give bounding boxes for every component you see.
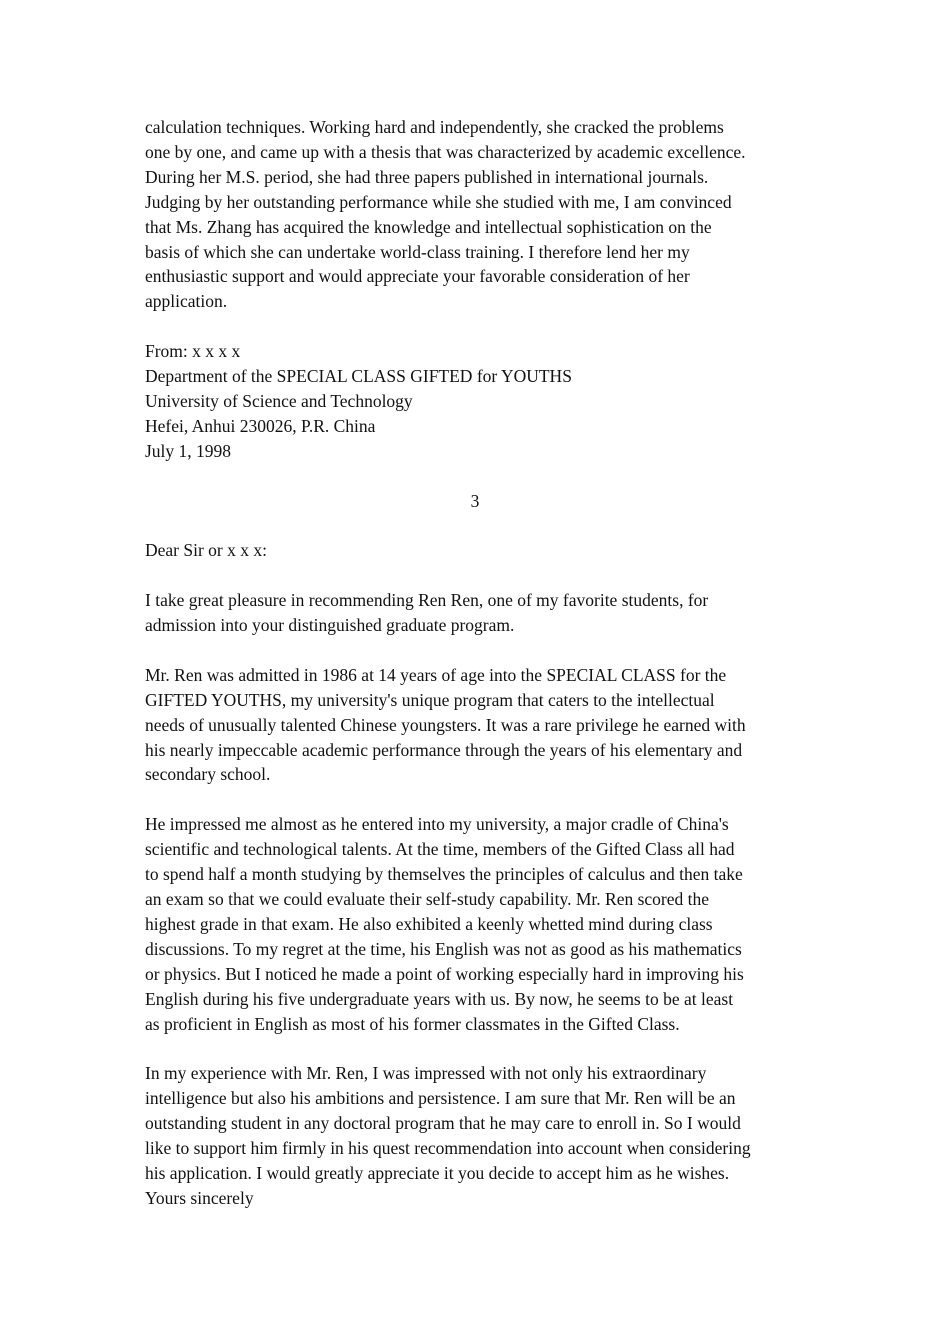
- text-line: his application. I would greatly appreciate it you decide to accept him as he wishes.: [145, 1162, 730, 1183]
- text-line: like to support him firmly in his quest recommendation into account when considering: [145, 1138, 751, 1159]
- text-line: admission into your distinguished graduate program.: [145, 615, 515, 636]
- text-line: an exam so that we could evaluate their self-study capability. Mr. Ren scored the: [145, 889, 710, 909]
- letter2-sign-off: Yours sincerely: [145, 1187, 254, 1208]
- page-number: 3: [470, 490, 480, 511]
- document-page: [145, 115, 815, 1211]
- text-line: Mr. Ren was admitted in 1986 at 14 years of age into the SPECIAL CLASS for the: [145, 664, 727, 685]
- signature-university: University of Science and Technology: [145, 390, 413, 411]
- letter1-signature-block: [145, 339, 815, 464]
- text-line: He impressed me almost as he entered into my university, a major cradle of China's: [145, 814, 729, 835]
- letter2-paragraph-admission: [145, 663, 815, 788]
- text-line: discussions. To my regret at the time, his English was not as good as his mathematics: [145, 938, 742, 959]
- text-line: needs of unusually talented Chinese youngsters. It was a rare privilege he earned with: [145, 714, 746, 735]
- text-line: enthusiastic support and would appreciate your favorable consideration of her: [145, 266, 690, 287]
- signature-address: Hefei, Anhui 230026, P.R. China: [145, 415, 376, 436]
- paragraph-gap: [145, 1036, 815, 1061]
- text-line: application.: [145, 291, 228, 312]
- paragraph-gap: [145, 787, 815, 812]
- letter2-paragraph-impression: [145, 812, 815, 1036]
- text-line: During her M.S. period, she had three papers published in international journals.: [145, 166, 709, 187]
- paragraph-gap: [145, 563, 815, 588]
- text-line: outstanding student in any doctoral program that he may care to enroll in. So I would: [145, 1113, 741, 1134]
- text-line: English during his five undergraduate years with us. By now, he seems to be at least: [145, 988, 734, 1009]
- text-line: scientific and technological talents. At the time, members of the Gifted Class all had: [145, 839, 735, 860]
- text-line: calculation techniques. Working hard and independently, she cracked the problems: [145, 117, 724, 137]
- paragraph-gap: [145, 513, 815, 538]
- text-line: that Ms. Zhang has acquired the knowledge and intellectual sophistication on the: [145, 216, 712, 237]
- text-line: secondary school.: [145, 764, 271, 785]
- text-line: I take great pleasure in recommending Ren Ren, one of my favorite students, for: [145, 590, 709, 611]
- paragraph-gap: [145, 314, 815, 339]
- signature-department: Department of the SPECIAL CLASS GIFTED for YOUTHS: [145, 366, 572, 387]
- text-line: basis of which she can undertake world-class training. I therefore lend her my: [145, 241, 690, 262]
- signature-date: July 1, 1998: [145, 440, 232, 461]
- text-line: as proficient in English as most of his former classmates in the Gifted Class.: [145, 1013, 680, 1034]
- text-line: intelligence but also his ambitions and persistence. I am sure that Mr. Ren will be an: [145, 1088, 736, 1109]
- text-line: GIFTED YOUTHS, my university's unique program that caters to the intellectual: [145, 689, 715, 710]
- text-line: or physics. But I noticed he made a point of working especially hard in improving his: [145, 963, 744, 984]
- text-line: Judging by her outstanding performance while she studied with me, I am convinced: [145, 191, 732, 212]
- letter2-paragraph-intro: [145, 588, 815, 638]
- signature-from: From: x x x x: [145, 341, 241, 362]
- paragraph-gap: [145, 638, 815, 663]
- text-line: In my experience with Mr. Ren, I was impressed with not only his extraordinary: [145, 1063, 707, 1084]
- letter2-paragraph-closing: [145, 1061, 815, 1210]
- letter1-closing-paragraph: [145, 115, 815, 314]
- text-line: his nearly impeccable academic performance through the years of his elementary and: [145, 739, 743, 760]
- text-line: one by one, and came up with a thesis that was characterized by academic excellence.: [145, 141, 746, 162]
- letter2-salutation: Dear Sir or x x x:: [145, 540, 267, 561]
- paragraph-gap: [145, 464, 815, 489]
- text-line: to spend half a month studying by themselves the principles of calculus and then take: [145, 864, 743, 885]
- text-line: highest grade in that exam. He also exhibited a keenly whetted mind during class: [145, 913, 713, 934]
